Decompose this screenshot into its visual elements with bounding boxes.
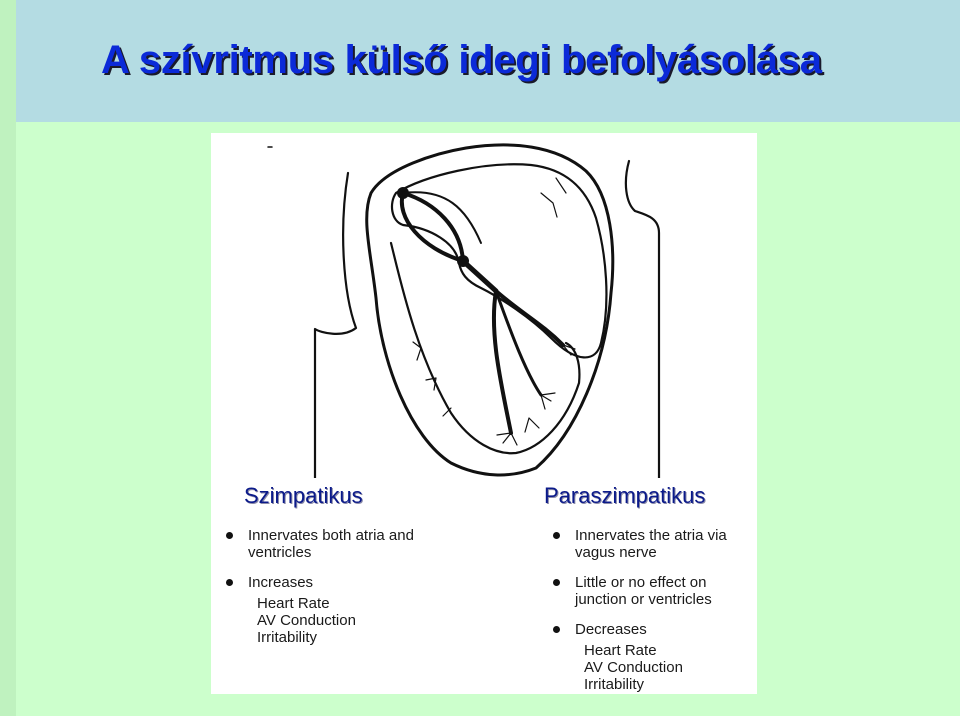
list-item-text: Innervates the atria via vagus nerve [575, 527, 727, 561]
sublist-item: Heart Rate [257, 595, 330, 612]
sublist-item: Irritability [257, 629, 318, 646]
list-item [552, 527, 752, 561]
bullet-icon [553, 626, 560, 633]
list-item-text: Increases [248, 574, 314, 591]
list-item [225, 574, 465, 646]
bullet-icon [553, 579, 560, 586]
list-item [552, 621, 752, 693]
ventricle-inner-wall [391, 243, 579, 453]
heart-conduction-figure [211, 133, 757, 694]
heart-conduction-diagram [211, 133, 757, 478]
parasympathetic-effects-list [552, 527, 752, 694]
left-stripe [0, 0, 16, 716]
slide-title: A szívritmus külső idegi befolyásolása [101, 38, 822, 82]
bullet-icon [553, 532, 560, 539]
right-vessel-outline [626, 161, 659, 478]
list-item-text: Decreases [575, 621, 647, 638]
sublist-item: AV Conduction [257, 612, 356, 629]
bullet-icon [226, 579, 233, 586]
sublist-item: Irritability [584, 676, 645, 693]
list-item-text: Innervates both atria and ventricles [248, 527, 414, 561]
bullet-icon [226, 532, 233, 539]
sympathetic-effects-list [225, 527, 465, 659]
left-vessel-outline [315, 173, 356, 478]
sympathetic-heading: Szimpatikus [244, 483, 363, 508]
list-item-text: Little or no effect on junction or ventricles [575, 574, 712, 608]
parasympathetic-heading: Paraszimpatikus [544, 483, 706, 508]
sublist-item: AV Conduction [584, 659, 683, 676]
list-item [552, 574, 752, 608]
parasympathetic-sublist [584, 642, 752, 693]
sympathetic-sublist [257, 595, 465, 646]
list-item [225, 527, 465, 561]
sublist-item: Heart Rate [584, 642, 657, 659]
